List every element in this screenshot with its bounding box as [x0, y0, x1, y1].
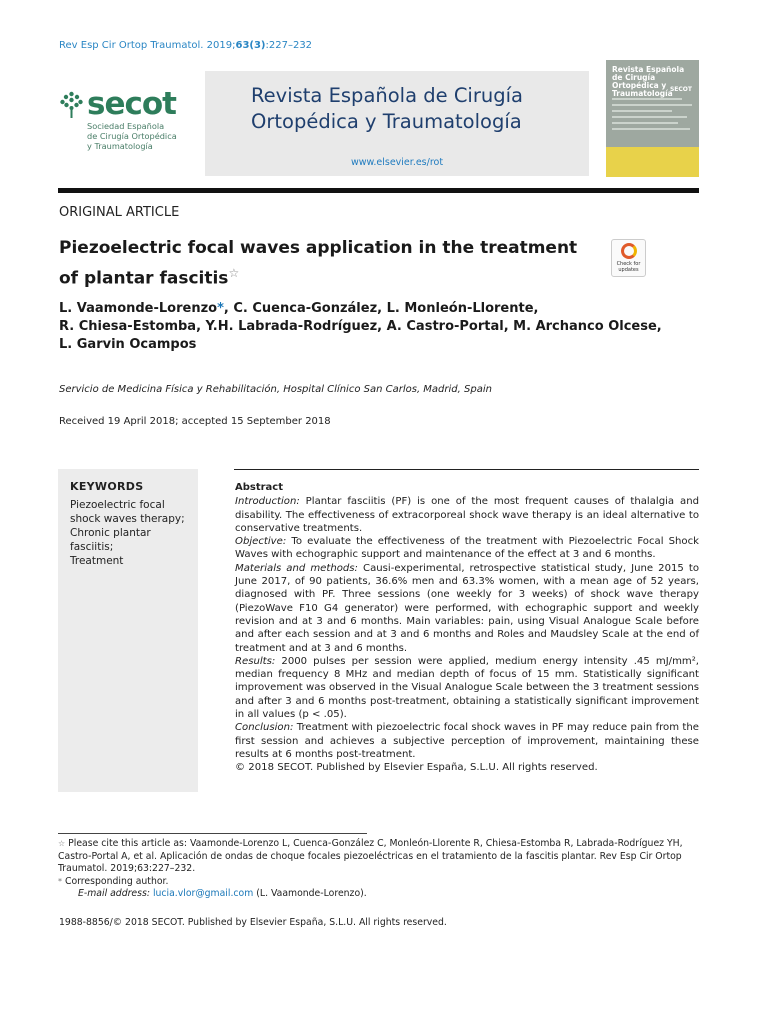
secot-subtitle: Sociedad Española de Cirugía Ortopédica y Traumatología — [87, 121, 177, 151]
tree-logo-icon — [58, 89, 85, 119]
journal-citation[interactable] — [59, 40, 312, 51]
journal-title: Revista Española de Cirugía Ortopédica y Traumatología — [251, 84, 523, 133]
footnote-citation: ☆ Please cite this article as: Vaamonde-Lorenzo L, Cuenca-González C, Monleón-Llorente R, Chiesa-Estomba R, Labrada-Rodríguez YH, Castro-Portal A, et al. Aplicación de ondas de choque focales piezoeléctricas en el tratamiento de la fascitis plantar. Rev Esp Cir Ortop Traumatol. 2019;63:227–232. — [58, 838, 683, 875]
cover-label: SECOT — [669, 86, 692, 93]
abstract-introduction: Introduction: Plantar fasciitis (PF) is one of the most frequent causes of thalalgia and disability. The effectiveness of extracorporeal shock wave therapy is an ideal alternative to conservative treatments. — [235, 496, 700, 534]
citation-journal: Rev Esp Cir Ortop Traumatol. 2019; — [59, 40, 236, 51]
author-list: L. Vaamonde-Lorenzo*, C. Cuenca-González, L. Monleón-Llorente, R. Chiesa-Estomba, Y.H. Labrada-Rodríguez, A. Castro-Portal, M. Archanco Olcese, L. Garvin Ocampos — [59, 301, 662, 352]
abstract-methods: Materials and methods: Causi-experimental, retrospective statistical study, June 2015 to June 2017, of 90 patients, 36.6% men and 63.3% women, with a mean age of 52 years, diagnosed with PF. Three sessions (one weekly for 3 weeks) of shock wave therapy (PiezoWave F10 G4 generator) were performed, with echographic support and weekly revision and at 3 and 6 months. Main variables: pain, using Visual Analogue Scale before and after each session and at 3 and 6 months and Roles and Maudsley Scale at the end of treatment and at 3 and 6 months. — [235, 562, 700, 654]
abstract-rule — [234, 469, 699, 470]
citation-volume: 63(3) — [235, 40, 266, 51]
footnotes — [58, 838, 700, 901]
check-for-updates-badge[interactable]: Check for updates — [611, 239, 646, 277]
abstract-results: Results: 2000 pulses per session were applied, medium energy intensity .45 mJ/mm², median frequency 8 MHz and median depth of focus of 15 mm. Statistically significant improvement was observed in the Visual Analogue Scale between the 3 treatment sessions and after 3 and 6 months post-treatment, obtaining a statistically significant improvement in all values (p < .05). — [235, 655, 699, 721]
keywords-box — [58, 469, 198, 792]
issn-copyright: 1988-8856/© 2018 SECOT. Published by Elsevier España, S.L.U. All rights reserved. — [59, 917, 447, 928]
cover-text-lines — [612, 98, 692, 134]
author-first[interactable]: L. Vaamonde-Lorenzo — [59, 301, 218, 316]
cover-title: Revista Española de Cirugía Ortopédica y Traumatología — [612, 65, 685, 98]
received-dates: Received 19 April 2018; accepted 15 September 2018 — [59, 416, 331, 427]
journal-url[interactable]: www.elsevier.es/rot — [350, 157, 444, 168]
cover-yellow-band — [606, 147, 699, 177]
keywords-heading: KEYWORDS — [70, 480, 144, 493]
updates-icon — [621, 243, 637, 259]
footnote-email: E-mail address: lucia.vlor@gmail.com (L. Vaamonde-Lorenzo). — [78, 888, 367, 900]
journal-cover-thumbnail[interactable] — [606, 60, 699, 177]
article-title: Piezoelectric focal waves application in the treatment of plantar fascitis☆ — [59, 238, 578, 289]
keyword-item: Piezoelectric focal shock waves therapy; — [70, 499, 185, 525]
footnote-rule — [58, 833, 367, 834]
header-rule — [58, 188, 699, 193]
corresponding-mark[interactable]: * — [217, 301, 224, 316]
affiliation: Servicio de Medicina Física y Rehabilitación, Hospital Clínico San Carlos, Madrid, Spain — [59, 384, 492, 395]
keywords-list — [70, 498, 194, 568]
abstract-copyright: © 2018 SECOT. Published by Elsevier España, S.L.U. All rights reserved. — [235, 762, 598, 774]
email-link[interactable]: lucia.vlor@gmail.com — [152, 888, 254, 900]
keyword-item: Chronic plantar fasciitis; — [70, 527, 151, 553]
abstract-conclusion: Conclusion: Treatment with piezoelectric focal shock waves in PF may reduce pain from the first session and achieves a subjective perception of improvement, maintaining these results at 6 months post-treatment. — [235, 722, 699, 760]
title-footnote-mark[interactable]: ☆ — [228, 266, 240, 280]
secot-logo — [58, 88, 193, 151]
section-label: ORIGINAL ARTICLE — [59, 205, 180, 220]
secot-wordmark: secot — [87, 86, 176, 122]
keyword-item: Treatment — [70, 555, 124, 567]
footnote-corresponding: * Corresponding author. — [58, 875, 169, 887]
abstract-objective: Objective: To evaluate the effectiveness of the treatment with Piezoelectric Focal Shock Waves with echographic support and maintenance of the effect at 3 and 6 months. — [235, 536, 699, 561]
abstract-heading: Abstract — [235, 482, 284, 493]
journal-banner — [205, 71, 589, 176]
abstract — [235, 481, 699, 775]
citation-pages: :227–232 — [265, 40, 313, 51]
